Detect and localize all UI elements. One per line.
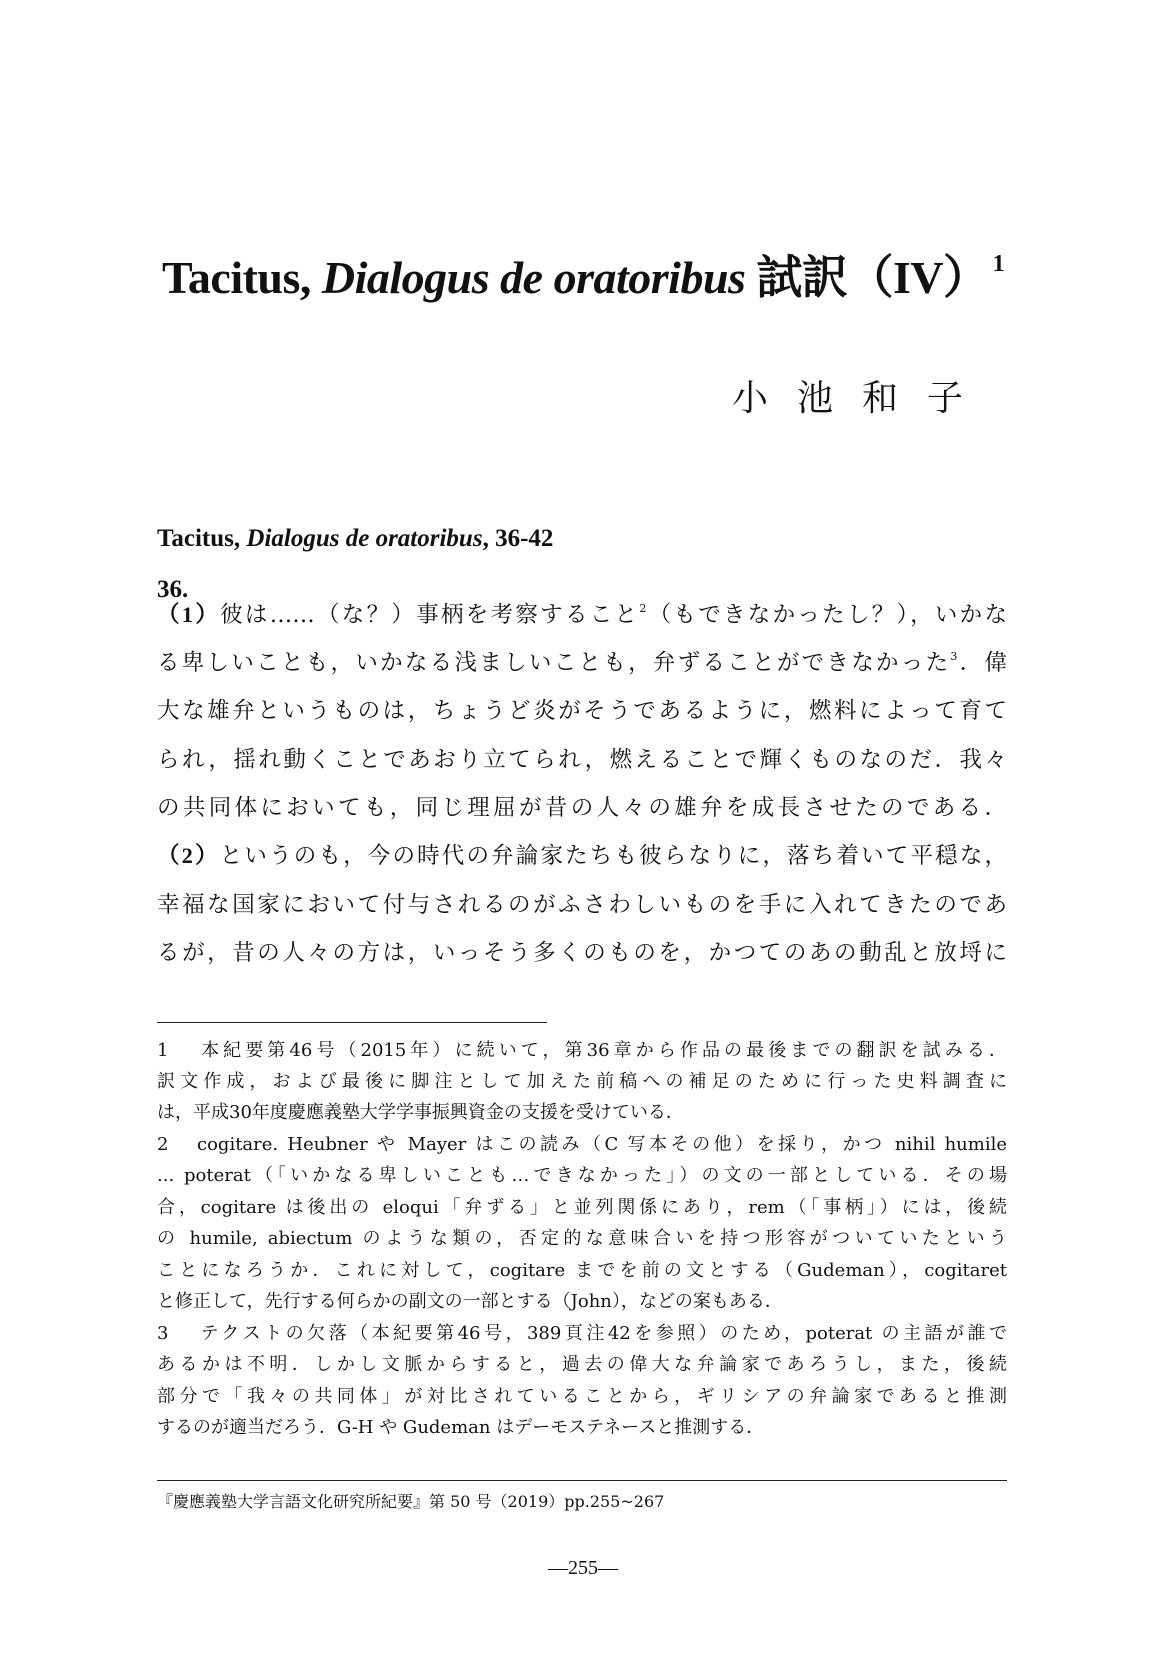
paper-title — [0, 232, 1166, 310]
footnote-line: 訳文作成，および最後に脚注として加えた前稿への補足のために行った史料調査に — [157, 1071, 1007, 1092]
page-number: ―255― — [548, 1557, 618, 1579]
footnote-line: ... poterat（「いかなる卑しいことも…できなかった」）の文の一部としている．その場 — [157, 1165, 1007, 1186]
paragraph-mark: （1） — [157, 602, 221, 627]
journal-citation: 『慶應義塾大学言語文化研究所紀要』第 50 号（2019）pp.255~267 — [157, 1492, 665, 1511]
title-author: Tacitus, — [161, 252, 311, 303]
body-line: る卑しいことも，いかなる浅ましいことも，弁ずることができなかった$^3$．偉 — [157, 650, 1007, 676]
body-line: （2）というのも，今の時代の弁論家たちも彼らなりに，落ち着いて平穏な， — [157, 843, 1007, 869]
footnote-line: 部分で「我々の共同体」が対比されていることから，ギリシアの弁論家であると推測 — [157, 1386, 1007, 1407]
footnote-line: ことになろうか．これに対して，cogitare までを前の文とする（Gudeman），cogitaret — [157, 1260, 1007, 1281]
heading-range: , 36-42 — [482, 525, 554, 552]
footnote-line: 1 本紀要第46号（2015年）に続いて，第36章から作品の最後までの翻訳を試みる． — [157, 1038, 1007, 1064]
title-footnote-mark: 1 — [992, 251, 1005, 277]
footnote-number: 2 — [157, 1134, 169, 1155]
body-line: 大な雄弁というものは，ちょうど炎がそうであるように，燃料によって育て — [157, 698, 1007, 724]
chapter-number: 36. — [157, 576, 189, 603]
footnote-ref: 3 — [950, 650, 958, 663]
author-name: 小池和子 — [732, 378, 993, 419]
footnote-line: は，平成30年度慶應義塾大学学事振興資金の支援を受けている． — [157, 1102, 684, 1123]
title-suffix: 試訳（IV） — [756, 252, 989, 303]
body-line: るが，昔の人々の方は，いっそう多くのものを，かつてのあの動乱と放埒に — [157, 940, 1007, 966]
footnote-separator — [157, 1022, 547, 1023]
section-heading — [157, 522, 553, 556]
body-line: られ，揺れ動くことであおり立てられ，燃えることで輝くものなのだ．我々 — [157, 747, 1007, 773]
citation-separator — [157, 1480, 1007, 1481]
footnote-line: と修正して，先行する何らかの副文の一部とする（John），などの案もある． — [157, 1291, 783, 1312]
footnote-line: するのが適当だろう．G-H や Gudeman はデーモステネースと推測する． — [157, 1417, 765, 1438]
footnote-ref: 2 — [639, 602, 647, 615]
title-work: Dialogus de oratoribus — [321, 252, 746, 303]
paragraph-mark: （2） — [157, 843, 220, 868]
heading-work: Dialogus de oratoribus — [246, 525, 483, 552]
footnote-line: 3 テクストの欠落（本紀要第46号，389頁注42を参照）のため，poterat の主語が誰で — [157, 1321, 1007, 1347]
body-line: の共同体においても，同じ理屈が昔の人々の雄弁を成長させたのである． — [157, 795, 1007, 821]
footnote-line: 2 cogitare. Heubner や Mayer はこの読み（C 写本その他）を採り，かつ nihil humile — [157, 1132, 1007, 1158]
footnote-number: 1 — [157, 1040, 169, 1061]
footnote-line: の humile, abiectum のような類の，否定的な意味合いを持つ形容がついていたという — [157, 1228, 1007, 1249]
body-line: 幸福な国家において付与されるのがふさわしいものを手に入れてきたのであ — [157, 892, 1007, 918]
footnote-number: 3 — [157, 1323, 169, 1344]
footnote-line: あるかは不明．しかし文脈からすると，過去の偉大な弁論家であろうし，また，後続 — [157, 1354, 1007, 1375]
heading-author: Tacitus, — [157, 525, 241, 552]
footnote-line: 合，cogitare は後出の eloqui「弁ずる」と並列関係にあり，rem（「事柄」）には，後続 — [157, 1197, 1007, 1218]
body-line: （1）彼は……（な？）事柄を考察すること$^2$（もできなかったし？），いかな — [157, 602, 1007, 628]
